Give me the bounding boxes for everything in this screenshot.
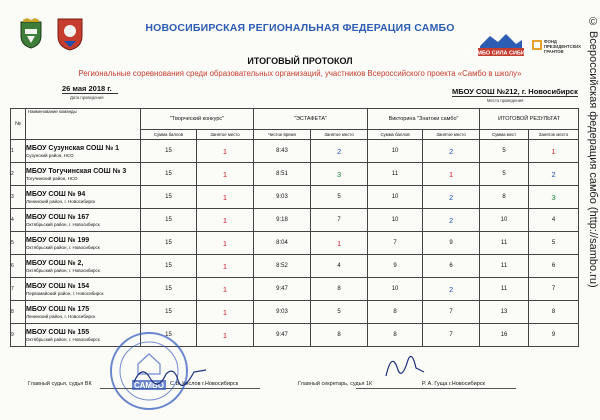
team-cell [26, 255, 141, 278]
results-rows [11, 140, 579, 347]
row-number: 1 [11, 140, 26, 163]
header-team-name: Наименование команды [26, 109, 141, 140]
team-name: МБОУ СОШ № 94 [26, 190, 86, 198]
stamp-text: САМБО [134, 381, 164, 390]
subheader: Занятое место [197, 130, 254, 140]
total-place: 6 [529, 255, 579, 278]
relay-place: 4 [311, 255, 368, 278]
creative-score: 15 [141, 163, 197, 186]
event-place: МБОУ СОШ №212, г. Новосибирск [452, 87, 578, 96]
total-place: 7 [529, 278, 579, 301]
copyright-watermark [579, 6, 599, 416]
creative-place: 1 [197, 163, 254, 186]
relay-place: 5 [311, 301, 368, 324]
total-place: 2 [529, 163, 579, 186]
team-name: МБОУ Тогучинская СОШ № 3 [26, 167, 127, 175]
quiz-score: 10 [368, 186, 423, 209]
total-place: 5 [529, 232, 579, 255]
table-row [11, 186, 579, 209]
quiz-place: 2 [423, 209, 480, 232]
quiz-place: 9 [423, 232, 480, 255]
chief-judge-name: С.В. Кислов г.Новосибирск [170, 381, 239, 387]
subheader: Занятое место [311, 130, 368, 140]
team-name: МБОУ СОШ № 155 [26, 328, 90, 336]
relay-time: 9:47 [254, 324, 311, 347]
quiz-place: 7 [423, 324, 480, 347]
team-district: Первомайский район, г. Новосибирск [26, 290, 104, 296]
team-cell [26, 140, 141, 163]
table-row [11, 301, 579, 324]
creative-score: 15 [141, 324, 197, 347]
row-number: 8 [11, 301, 26, 324]
team-cell [26, 232, 141, 255]
team-name: МБОУ СОШ № 2, [26, 259, 84, 267]
total-place: 8 [529, 301, 579, 324]
relay-time: 9:47 [254, 278, 311, 301]
team-district: Октябрьский район, г. Новосибирск [26, 221, 100, 227]
total-place: 4 [529, 209, 579, 232]
creative-place: 1 [197, 324, 254, 347]
team-district: Октябрьский район, г. Новосибирск [26, 267, 100, 273]
quiz-score: 10 [368, 140, 423, 163]
relay-place: 7 [311, 209, 368, 232]
total-place: 9 [529, 324, 579, 347]
total-place: 3 [529, 186, 579, 209]
creative-place: 1 [197, 255, 254, 278]
creative-place: 1 [197, 301, 254, 324]
quiz-score: 8 [368, 324, 423, 347]
table-row [11, 140, 579, 163]
header-num: № [11, 109, 26, 140]
team-name: МБОУ СОШ № 175 [26, 305, 90, 313]
relay-time: 9:03 [254, 186, 311, 209]
row-number: 2 [11, 163, 26, 186]
team-cell [26, 209, 141, 232]
header-total-result: ИТОГОВОЙ РЕЗУЛЬТАТ [480, 109, 579, 130]
competition-subtitle: Региональные соревнования среди образовательных организаций, участников Всероссийского проекта «Самбо в школу» [78, 69, 522, 78]
chief-judge-signature [130, 360, 210, 390]
subheader: Чистое время [254, 130, 311, 140]
relay-place: 8 [311, 278, 368, 301]
team-cell [26, 301, 141, 324]
header-quiz: Викторина "Знатоки самбо" [368, 109, 480, 130]
relay-place: 5 [311, 186, 368, 209]
relay-place: 2 [311, 140, 368, 163]
team-district: Ленинский район, г. Новосибирск [26, 313, 96, 319]
quiz-place: 7 [423, 301, 480, 324]
team-name: МБОУ СОШ № 167 [26, 213, 90, 221]
team-district: Сузунский район, НСО [26, 152, 74, 158]
relay-time: 8:51 [254, 163, 311, 186]
creative-place: 1 [197, 278, 254, 301]
svg-text:ПРЕЗИДЕНТСКИХ: ПРЕЗИДЕНТСКИХ [544, 44, 581, 49]
table-row [11, 278, 579, 301]
relay-time: 9:03 [254, 301, 311, 324]
row-number: 6 [11, 255, 26, 278]
total-sum: 11 [480, 232, 529, 255]
table-row [11, 324, 579, 347]
total-sum: 11 [480, 255, 529, 278]
event-place-caption: Место проведения [487, 98, 524, 103]
team-cell [26, 163, 141, 186]
relay-time: 8:43 [254, 140, 311, 163]
protocol-title: ИТОГОВЫЙ ПРОТОКОЛ [247, 56, 353, 66]
creative-score: 15 [141, 255, 197, 278]
subheader: Сумма мест [480, 130, 529, 140]
relay-place: 1 [311, 232, 368, 255]
subheader: Сумма баллов [141, 130, 197, 140]
creative-place: 1 [197, 186, 254, 209]
row-number: 5 [11, 232, 26, 255]
svg-text:ФОНД: ФОНД [544, 39, 557, 44]
row-number: 7 [11, 278, 26, 301]
creative-score: 15 [141, 278, 197, 301]
watermark-text: © Всероссийская федерация самбо (http://sambo.ru) [587, 16, 599, 288]
total-sum: 13 [480, 301, 529, 324]
subheader: Занятое место [423, 130, 480, 140]
team-name: МБОУ Сузунская СОШ № 1 [26, 144, 119, 152]
table-row [11, 209, 579, 232]
quiz-place: 6 [423, 255, 480, 278]
header-creative-contest: "Творческий конкурс" [141, 109, 254, 130]
creative-score: 15 [141, 301, 197, 324]
total-sum: 5 [480, 140, 529, 163]
team-name: МБОУ СОШ № 154 [26, 282, 90, 290]
chief-secretary-signature-line [356, 388, 516, 389]
row-number: 9 [11, 324, 26, 347]
team-cell [26, 278, 141, 301]
total-sum: 10 [480, 209, 529, 232]
results-table [10, 108, 579, 347]
creative-place: 1 [197, 209, 254, 232]
federation-title: НОВОСИБИРСКАЯ РЕГИОНАЛЬНАЯ ФЕДЕРАЦИЯ САМБО [145, 22, 455, 34]
quiz-score: 10 [368, 278, 423, 301]
table-row [11, 163, 579, 186]
quiz-place: 2 [423, 278, 480, 301]
chief-judge-label: Главный судья, судья ВК [28, 381, 92, 387]
total-sum: 8 [480, 186, 529, 209]
total-sum: 5 [480, 163, 529, 186]
chief-secretary-signature [378, 346, 428, 384]
total-sum: 16 [480, 324, 529, 347]
svg-text:ГРАНТОВ: ГРАНТОВ [544, 49, 564, 54]
quiz-place: 2 [423, 140, 480, 163]
quiz-score: 11 [368, 163, 423, 186]
subheader: Сумма баллов [368, 130, 423, 140]
header-relay: "ЭСТАФЕТА" [254, 109, 368, 130]
creative-place: 1 [197, 140, 254, 163]
quiz-score: 8 [368, 301, 423, 324]
relay-time: 8:04 [254, 232, 311, 255]
total-place: 1 [529, 140, 579, 163]
creative-place: 1 [197, 232, 254, 255]
quiz-place: 1 [423, 163, 480, 186]
relay-place: 3 [311, 163, 368, 186]
subheader: Занятое место [529, 130, 579, 140]
relay-time: 9:18 [254, 209, 311, 232]
team-district: Тогучинский район, НСО [26, 175, 78, 181]
creative-score: 15 [141, 232, 197, 255]
row-number: 4 [11, 209, 26, 232]
quiz-score: 10 [368, 209, 423, 232]
event-date-caption: Дата проведения [70, 95, 104, 100]
svg-text:САМБО СИЛА СИБИРИ: САМБО СИЛА СИБИРИ [469, 50, 533, 57]
team-district: Ленинский район, г. Новосибирск [26, 198, 96, 204]
total-sum: 11 [480, 278, 529, 301]
team-district: Октябрьский район, г. Новосибирск [26, 244, 100, 250]
team-district: Октябрьский район, г. Новосибирск [26, 336, 100, 342]
table-row [11, 232, 579, 255]
table-row [11, 255, 579, 278]
quiz-place: 2 [423, 186, 480, 209]
relay-place: 8 [311, 324, 368, 347]
creative-score: 15 [141, 140, 197, 163]
creative-score: 15 [141, 186, 197, 209]
relay-time: 8:52 [254, 255, 311, 278]
event-date: 26 мая 2018 г. [62, 84, 118, 94]
chief-secretary-label: Главный секретарь, судья 1К [298, 381, 373, 387]
creative-score: 15 [141, 209, 197, 232]
row-number: 3 [11, 186, 26, 209]
quiz-score: 7 [368, 232, 423, 255]
quiz-score: 9 [368, 255, 423, 278]
team-name: МБОУ СОШ № 199 [26, 236, 90, 244]
team-cell [26, 186, 141, 209]
chief-secretary-name: Р. А. Гуща г.Новосибирск [422, 381, 485, 387]
